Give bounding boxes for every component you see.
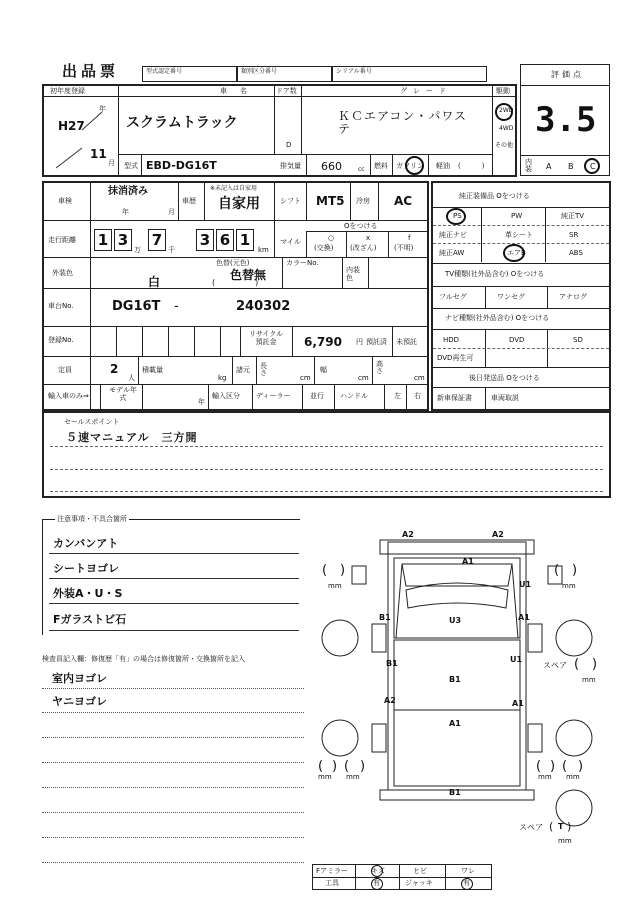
interior-label: 内装 bbox=[525, 158, 532, 173]
inspection-box: 車検 抹消済み 年 月 車歴 ※未記入は自家用 自家用 シフト MT5 冷房 AC 走行距離 1 3 万 7 千 3 6 1 km マイル Oをつける ○ (交換) x (改ざん) f (不明) 外装色 白 色替(元色) 色替無 ( ) カラーNo. 内装色 車台No. DG16T - 240302 登録No. リサイクル預託金 6,790 円 預託済 未預託 定員 2 人 積載量 kg 諸元 長さ cm 幅 cm 高さ cm 輸入車のみ⇒ モデル年式 年 輸入区分 ディーラー 並行 ハンドル 左 右 bbox=[42, 181, 429, 411]
tools-circle bbox=[371, 878, 383, 890]
note-item: シートヨゴレ bbox=[53, 562, 119, 575]
inspector-item: 室内ヨゴレ bbox=[52, 672, 107, 685]
damage-mark: B1 bbox=[449, 788, 461, 797]
drive-2wd-circle bbox=[495, 103, 513, 121]
fuel-gasoline-circle bbox=[405, 156, 424, 175]
color-change: 色替無 bbox=[230, 268, 267, 282]
sales-point-text: ５速マニュアル 三方開 bbox=[66, 431, 198, 444]
capacity-value: 2 bbox=[110, 362, 119, 376]
mileage-digit: 7 bbox=[148, 229, 166, 251]
damage-mark: B1 bbox=[449, 675, 461, 684]
history-value: 自家用 bbox=[218, 196, 260, 212]
mileage-digit: 1 bbox=[236, 229, 254, 251]
evaluation-score: 3.5 bbox=[535, 100, 597, 140]
airbag-circle bbox=[503, 244, 525, 262]
mileage-digit: 1 bbox=[94, 229, 112, 251]
displacement: 660 bbox=[321, 160, 342, 173]
notes-box: 注意事項・不具合箇所 カンバンアト シートヨゴレ 外装A・U・S Fガラストビ石 bbox=[42, 519, 300, 635]
inspection-value: 抹消済み bbox=[108, 186, 148, 197]
damage-mark: U1 bbox=[519, 580, 532, 589]
spare-label: スペア bbox=[543, 661, 567, 670]
first-reg-month: 11 bbox=[90, 147, 107, 161]
inspector-item: ヤニヨゴレ bbox=[52, 695, 107, 708]
model-code: EBD-DG16T bbox=[146, 159, 217, 172]
recycle-amount: 6,790 bbox=[304, 335, 342, 349]
jack-circle bbox=[461, 878, 473, 890]
damage-mark: A1 bbox=[449, 719, 461, 728]
inspector-label: 検査員記入欄：修復歴「有」の場合は修復箇所・交換箇所を記入 bbox=[42, 655, 245, 663]
ps-circle bbox=[446, 208, 466, 225]
first-reg-era: H27 bbox=[58, 119, 85, 133]
serial-box: シリアル番号 bbox=[332, 66, 487, 82]
spare-label: スペア bbox=[519, 823, 543, 832]
vehicle-info-box: 初年度登録 車 名 ドア数 グレード 駆動 H27 年 11 月 スクラムトラック D ＫＣエアコン・パワステ 2WD 4WD その他 型式 EBD-DG16T 排気量 660 cc 燃料 ガソリン 軽油 ( ) bbox=[42, 84, 517, 177]
door-d: D bbox=[286, 141, 292, 149]
note-item: Fガラストビ石 bbox=[53, 613, 127, 626]
note-item: 外装A・U・S bbox=[53, 587, 123, 600]
sales-point-box: セールスポイント ５速マニュアル 三方開 bbox=[42, 411, 611, 498]
score-box-label: 評価点 bbox=[551, 70, 584, 79]
damage-mark: A2 bbox=[402, 530, 414, 539]
damage-mark: B1 bbox=[386, 659, 398, 668]
mileage-digit: 6 bbox=[216, 229, 234, 251]
date-slash-lines bbox=[52, 100, 114, 172]
damage-mark: U1 bbox=[510, 655, 523, 664]
damage-mark: A1 bbox=[462, 557, 474, 566]
model-cert-box: 型式認定番号 bbox=[142, 66, 237, 82]
mirror-scratch-circle bbox=[371, 865, 383, 877]
equipment-box: 純正装備品 Oをつける PS PW 純正TV 純正ナビ 革シート SR 純正AW エアB ABS TV種類(社外品含む) Oをつける フルセグ ワンセグ アナログ ナビ種類(社外品含む) Oをつける HDD DVD SD DVD再生可 後日発送品 Oをつける 新車保証書 車両取説 bbox=[431, 181, 611, 411]
damage-mark: B1 bbox=[379, 613, 391, 622]
mileage-digit: 3 bbox=[114, 229, 132, 251]
exterior-color: 白 bbox=[148, 275, 161, 289]
spare-value: T bbox=[558, 822, 564, 831]
damage-mark: A2 bbox=[384, 696, 396, 705]
page-title: 出品票 bbox=[62, 62, 120, 80]
vehicle-damage-diagram bbox=[310, 528, 610, 864]
interior-grade-circle bbox=[584, 158, 600, 174]
chassis-number: 240302 bbox=[236, 299, 291, 314]
note-item: カンバンアト bbox=[53, 537, 119, 550]
mirror-tools-table: Fアミラー キズ ヒビ ワレ 工具 有 ジャッキ 有 bbox=[312, 864, 492, 890]
shift-value: MT5 bbox=[316, 194, 345, 208]
mileage-digit: 3 bbox=[196, 229, 214, 251]
damage-mark: U3 bbox=[449, 616, 462, 625]
score-box: 評価点 3.5 内装 A B C bbox=[520, 64, 610, 176]
damage-mark: A1 bbox=[518, 613, 530, 622]
chassis-prefix: DG16T bbox=[112, 299, 161, 314]
grade-text: ＫＣエアコン・パワステ bbox=[338, 109, 468, 137]
ac-value: AC bbox=[394, 194, 413, 208]
damage-mark: A2 bbox=[492, 530, 504, 539]
damage-mark: A1 bbox=[512, 699, 524, 708]
car-name: スクラムトラック bbox=[126, 115, 238, 131]
category-box: 類別区分番号 bbox=[237, 66, 332, 82]
